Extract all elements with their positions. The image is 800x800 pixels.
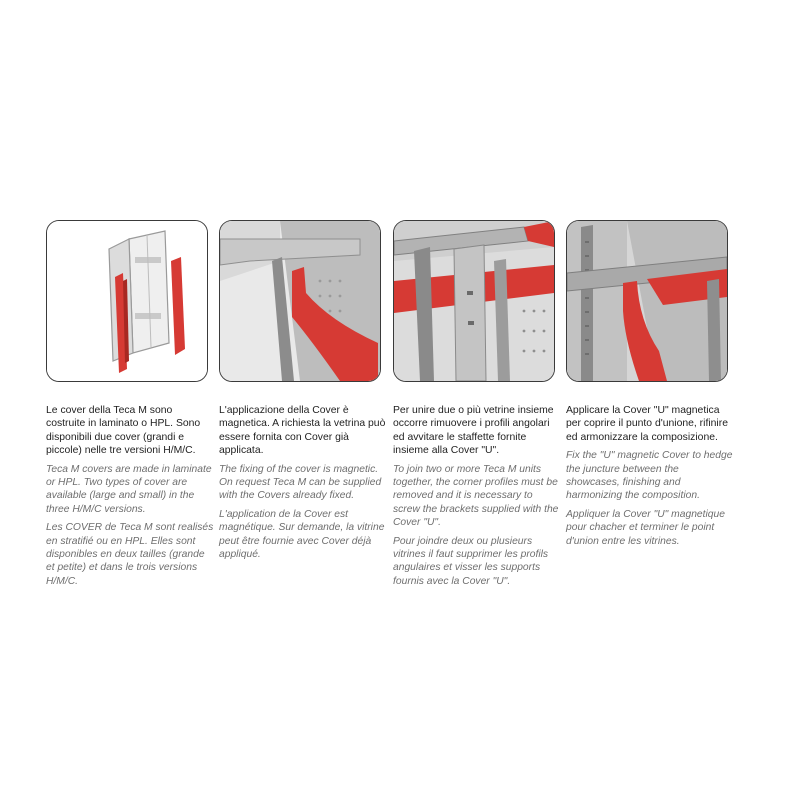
panel-4-french-text: Appliquer la Cover "U" magnetique pour chacher et terminer le point d'union entre les vitrines. — [566, 508, 725, 547]
u-cover-photo — [567, 221, 727, 381]
magnetic-cover-photo — [220, 221, 380, 381]
panel-4-italian-text: Applicare la Cover "U" magnetica per coprire il punto d'unione, rifinire ed armonizzare la composizione. — [566, 405, 728, 443]
panel-3-text — [393, 404, 561, 588]
panel-2-french-text: L'application de la Cover est magnétique. Sur demande, la vitrine peut être fournie avec Cover déjà appliqué. — [219, 508, 385, 561]
corner-profile-photo — [394, 221, 554, 381]
panel-2-image — [219, 220, 381, 382]
panel-4-english-text: Fix the "U" magnetic Cover to hedge the juncture between the showcases, finishing and harmonizing the composition. — [566, 450, 733, 502]
cabinet-cover-illustration — [47, 221, 207, 381]
panel-1-italian-text: Le cover della Teca M sono costruite in laminato o HPL. Sono disponibili due cover (grandi e piccole) nelle tre versioni H/M/C. — [46, 405, 201, 457]
panel-2-english-text: The fixing of the cover is magnetic. On request Teca M can be supplied with the Covers already fixed. — [219, 463, 382, 502]
panel-1-english-text: Teca M covers are made in laminate or HPL. Two types of cover are available (large and small) in the three H/M/C versions. — [46, 463, 212, 515]
panel-1 — [46, 220, 212, 593]
panel-3-italian-text: Per unire due o più vetrine insieme occorre rimuovere i profili angolari ed avvitare le staffette fornite insieme alla Cover "U". — [393, 405, 554, 457]
panel-1-text — [46, 404, 214, 588]
panel-4-text — [566, 404, 734, 548]
panel-1-french-text: Les COVER de Teca M sont realisés en stratifié ou en HPL. Elles sont disponibles en deux tailles (grande et petite) et dans le trois versions H/M/C. — [46, 522, 214, 587]
panel-3-image — [393, 220, 555, 382]
panel-3 — [393, 220, 559, 593]
panel-3-french-text: Pour joindre deux ou plusieurs vitrines il faut supprimer les profils angulaires et visser les supports fournis avec la Cover "U". — [393, 535, 549, 587]
panel-2-text — [219, 404, 387, 561]
panel-4-image — [566, 220, 728, 382]
panel-2-italian-text: L'applicazione della Cover è magnetica. A richiesta la vetrina può essere fornita con Cover già applicata. — [219, 405, 386, 457]
panel-2 — [219, 220, 385, 566]
panel-4 — [566, 220, 732, 553]
panel-1-image — [46, 220, 208, 382]
panel-3-english-text: To join two or more Teca M units together, the corner profiles must be removed and it is necessary to screw the brackets supplied with the Cover "U". — [393, 463, 559, 529]
